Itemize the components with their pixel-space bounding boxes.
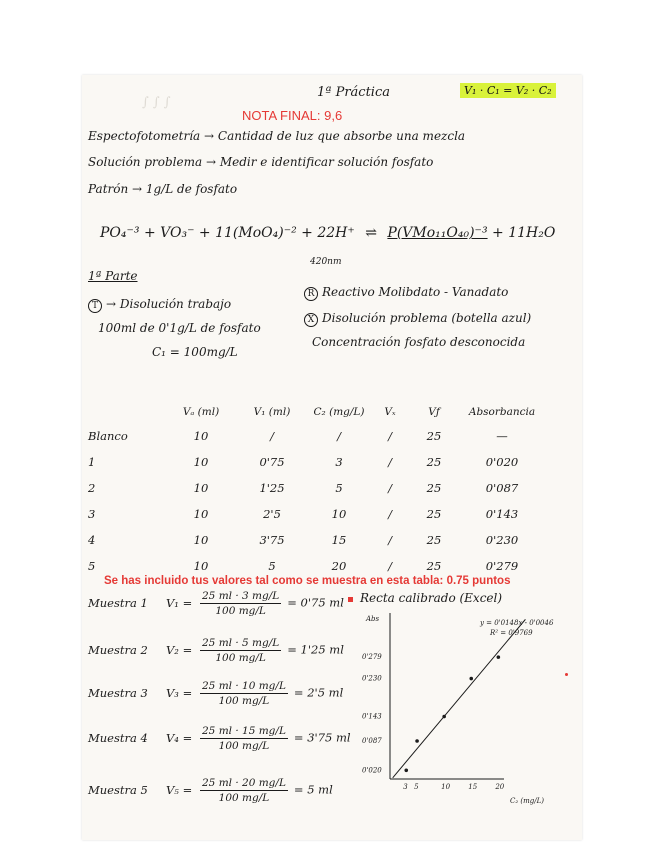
calibration-label: Recta calibrado (Excel) xyxy=(360,591,503,605)
table-cell: 10 xyxy=(193,481,209,495)
teacher-note: Se has incluido tus valores tal como se muestra en esta tabla: 0.75 puntos xyxy=(104,575,511,587)
calc-label: Muestra 3 xyxy=(88,685,148,700)
table-cell: 5 xyxy=(88,559,96,573)
calibration-table xyxy=(88,401,546,579)
table-cell: / xyxy=(388,507,392,521)
table-cell: / xyxy=(270,429,274,443)
reaction-right: + 11H₂O xyxy=(492,225,556,241)
calibration-line xyxy=(393,619,526,777)
x-tick-label: 3 xyxy=(403,783,408,791)
y-tick-label: 0'087 xyxy=(362,736,382,745)
x-tick-label: 20 xyxy=(495,783,505,791)
reaction-equation xyxy=(100,225,555,241)
y-tick-label: 0'020 xyxy=(362,766,382,775)
fit-equation: y = 0'0148x - 0'0046 xyxy=(480,619,554,627)
table-header-cell: Absorbancia xyxy=(468,406,536,418)
calc-numerator: 25 ml · 5 mg/L xyxy=(202,637,280,649)
table-cell: Blanco xyxy=(88,429,128,443)
intro-line-3: Patrón → 1g/L de fosfato xyxy=(88,182,238,196)
reaction-left: PO₄⁻³ + VO₃⁻ + 11(MoO₄)⁻² + 22H⁺ xyxy=(100,225,355,241)
calc-var: V₄ = xyxy=(166,730,193,745)
table-cell: 25 xyxy=(426,559,442,573)
part1-r-item xyxy=(304,285,508,301)
calc-label: Muestra 2 xyxy=(88,642,148,657)
bleed-through-decoration: ∫ ∫ ∫ xyxy=(142,95,171,110)
table-cell: 3 xyxy=(88,507,96,521)
y-tick-label: 0'230 xyxy=(362,674,382,683)
table-cell: 10 xyxy=(193,533,209,547)
page-title: 1ª Práctica xyxy=(317,85,390,100)
table-cell: 1'25 xyxy=(259,481,285,495)
calc-denominator: 100 mg/L xyxy=(218,695,270,707)
calc-denominator: 100 mg/L xyxy=(218,740,270,752)
table-cell: 3 xyxy=(335,455,343,469)
calc-var: V₃ = xyxy=(166,685,193,700)
calc-fraction xyxy=(200,725,288,752)
table-cell: 0'020 xyxy=(485,455,519,469)
calc-result: = 0'75 ml xyxy=(287,595,344,610)
calculation-row xyxy=(88,680,343,707)
calc-numerator: 25 ml · 10 mg/L xyxy=(202,680,286,692)
table-cell: 2 xyxy=(88,481,96,495)
x-tick-label: 5 xyxy=(414,783,419,791)
table-cell: — xyxy=(496,429,508,443)
table-header-cell: Vₐ (ml) xyxy=(182,406,220,418)
r-circle-mark: R xyxy=(304,287,318,301)
table-row xyxy=(88,449,546,475)
final-grade: NOTA FINAL: 9,6 xyxy=(242,108,343,123)
calc-denominator: 100 mg/L xyxy=(218,792,270,804)
table-cell: 0'279 xyxy=(485,559,519,573)
calc-label: Muestra 1 xyxy=(88,595,148,610)
wavelength-label: 420nm xyxy=(310,257,342,267)
x-axis-label: C₂ (mg/L) xyxy=(510,797,544,805)
data-point xyxy=(404,768,408,772)
x-label: Disolución problema (botella azul) xyxy=(322,311,532,325)
table-row xyxy=(88,527,546,553)
x-circle-mark: X xyxy=(304,313,318,327)
calc-var: V₂ = xyxy=(166,642,193,657)
data-point xyxy=(442,715,446,719)
table-cell: 15 xyxy=(331,533,347,547)
table-cell: / xyxy=(388,559,392,573)
t-circle-mark: T xyxy=(88,299,102,313)
calc-label: Muestra 5 xyxy=(88,782,148,797)
data-point xyxy=(415,739,419,743)
y-tick-label: 0'143 xyxy=(362,712,382,721)
intro-line-1: Espectofotometría → Cantidad de luz que absorbe una mezcla xyxy=(88,129,466,143)
table-cell: 25 xyxy=(426,507,442,521)
calc-fraction xyxy=(200,777,288,804)
part1-t-line2: 100ml de 0'1g/L de fosfato xyxy=(98,321,261,335)
reaction-arrow: ⇌ xyxy=(365,225,377,241)
table-cell: 5 xyxy=(268,559,276,573)
calc-numerator: 25 ml · 3 mg/L xyxy=(202,590,280,602)
fit-r2: R² = 0'9769 xyxy=(490,629,533,637)
table-cell: 10 xyxy=(193,507,209,521)
table-row xyxy=(88,423,546,449)
calc-numerator: 25 ml · 15 mg/L xyxy=(202,725,286,737)
y-axis-label: Abs xyxy=(366,615,380,623)
calc-denominator: 100 mg/L xyxy=(215,652,266,664)
table-header-cell xyxy=(88,401,166,423)
calc-fraction xyxy=(200,637,281,664)
red-bullet-icon xyxy=(348,597,353,602)
calc-label: Muestra 4 xyxy=(88,730,148,745)
table-cell: 0'143 xyxy=(485,507,519,521)
table-cell: 0'75 xyxy=(259,455,285,469)
calculation-row xyxy=(88,725,351,752)
table-cell: 10 xyxy=(331,507,347,521)
red-mark-icon xyxy=(565,673,568,676)
table-cell: / xyxy=(388,455,392,469)
table-cell: 20 xyxy=(331,559,347,573)
table-cell: 10 xyxy=(193,455,209,469)
x-tick-label: 15 xyxy=(468,783,478,791)
table-cell: / xyxy=(388,533,392,547)
table-cell: / xyxy=(388,481,392,495)
reaction-product: P(VMo₁₁O₄₀)⁻³ xyxy=(387,225,488,241)
table-cell: / xyxy=(388,429,392,443)
calculation-row xyxy=(88,777,333,804)
table-cell: 25 xyxy=(426,455,442,469)
x-tick-label: 10 xyxy=(441,783,451,791)
calc-var: V₁ = xyxy=(166,595,193,610)
table-cell: 2'5 xyxy=(263,507,281,521)
table-cell: 25 xyxy=(426,533,442,547)
intro-line-2: Solución problema → Medir e identificar solución fosfato xyxy=(88,155,434,169)
t-label: → Disolución trabajo xyxy=(106,297,232,311)
table-cell: / xyxy=(337,429,341,443)
table-cell: 0'087 xyxy=(485,481,519,495)
table-header-cell: Vₓ xyxy=(384,406,396,418)
table-row xyxy=(88,475,546,501)
calc-fraction xyxy=(200,590,281,617)
calculation-row xyxy=(88,590,344,617)
data-point xyxy=(469,677,473,681)
calc-numerator: 25 ml · 20 mg/L xyxy=(202,777,286,789)
calc-denominator: 100 mg/L xyxy=(215,605,266,617)
calc-result: = 3'75 ml xyxy=(293,730,351,745)
part1-heading: 1ª Parte xyxy=(88,269,138,283)
table-row xyxy=(88,501,546,527)
part1-x-item xyxy=(304,311,531,327)
table-cell: 0'230 xyxy=(485,533,519,547)
table-cell: 4 xyxy=(88,533,96,547)
part1-x-line2: Concentración fosfato desconocida xyxy=(312,335,526,349)
table-cell: 10 xyxy=(193,429,209,443)
table-header-cell: C₂ (mg/L) xyxy=(313,406,365,418)
table-cell: 1 xyxy=(88,455,96,469)
table-header-cell: V₁ (ml) xyxy=(253,406,291,418)
calibration-chart xyxy=(362,605,567,810)
table-cell: 5 xyxy=(335,481,343,495)
calc-result: = 2'5 ml xyxy=(293,685,344,700)
highlighted-formula: V₁ · C₁ = V₂ · C₂ xyxy=(460,83,556,98)
calc-result: = 1'25 ml xyxy=(287,642,344,657)
r-label: Reactivo Molibdato - Vanadato xyxy=(322,285,509,299)
table-cell: 25 xyxy=(426,429,442,443)
table-header-row xyxy=(88,401,546,423)
table-header-cell: Vƒ xyxy=(428,406,440,418)
part1-t-line3: C₁ = 100mg/L xyxy=(152,345,238,359)
data-point xyxy=(497,655,501,659)
calc-var: V₅ = xyxy=(166,782,193,797)
y-tick-label: 0'279 xyxy=(362,653,382,662)
table-cell: 25 xyxy=(426,481,442,495)
document-sheet xyxy=(82,75,582,840)
calc-result: = 5 ml xyxy=(293,782,333,797)
calc-fraction xyxy=(200,680,288,707)
table-cell: 10 xyxy=(193,559,209,573)
calculation-row xyxy=(88,637,344,664)
part1-t-item xyxy=(88,297,231,313)
table-cell: 3'75 xyxy=(259,533,285,547)
